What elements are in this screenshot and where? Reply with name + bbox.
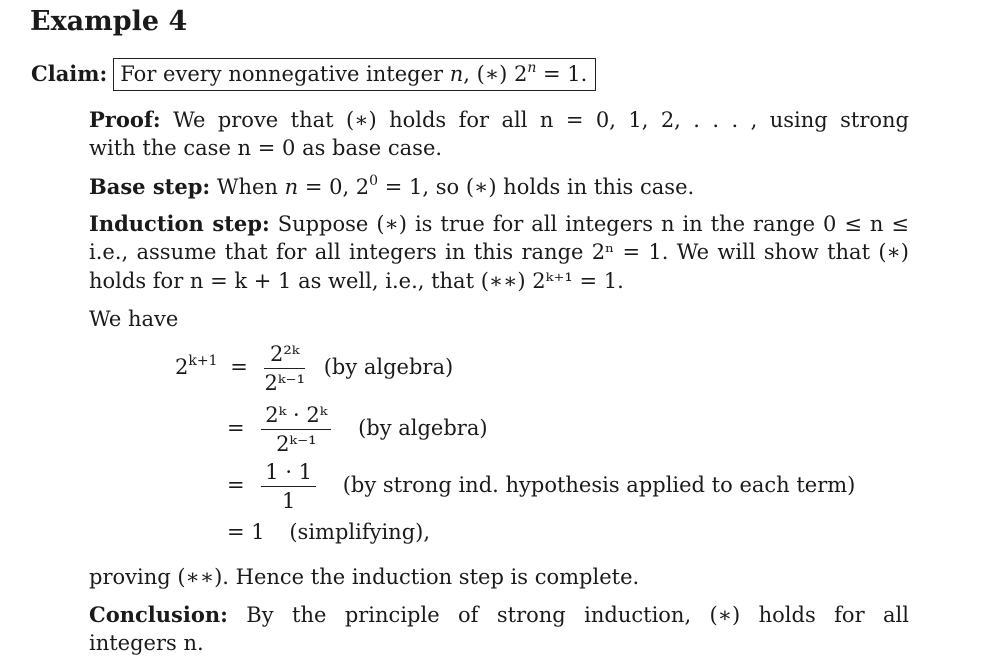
proof-line-2: with the case n = 0 as base case. bbox=[89, 136, 443, 160]
conclusion-line-2: integers n. bbox=[89, 631, 204, 655]
page-title: Example 4 bbox=[30, 6, 188, 37]
reason-2: (by algebra) bbox=[358, 416, 488, 440]
base-step-paragraph: Base step: When n = 0, $2^0 = 1$, so (∗) holds in this case. bbox=[89, 173, 695, 199]
proof-line-1: We prove that (∗) holds for all n = 0, 1, 2, . . . , using strong bbox=[173, 108, 909, 132]
conclusion-paragraph bbox=[89, 600, 909, 658]
claim-label: Claim: bbox=[31, 61, 108, 86]
induction-line-3: holds for n = k + 1 as well, i.e., that (∗∗) 2ᵏ⁺¹ = 1. bbox=[89, 269, 624, 293]
fraction-3: $\frac{1 \cdot 1}{1}$ bbox=[261, 460, 316, 513]
claim-box: For every nonnegative integer n, (∗) $2^n = 1$. bbox=[113, 58, 596, 91]
we-have-text: We have bbox=[89, 307, 179, 331]
derivation-row-3: = $\frac{1 \cdot 1}{1}$ (by strong ind. hypothesis applied to each term) bbox=[227, 460, 856, 513]
proof-label: Proof: bbox=[89, 107, 161, 132]
derivation-lhs: $2^{k+1}$ bbox=[175, 353, 218, 379]
reason-4: (simplifying), bbox=[289, 520, 431, 544]
derivation-row-4: = 1 (simplifying), bbox=[227, 520, 431, 544]
claim bbox=[31, 58, 596, 91]
fraction-1: $\frac{\text{2²ᵏ}}{\text{2ᵏ⁻¹}}$ bbox=[264, 342, 306, 395]
derivation-row-2: = $\frac{\text{2ᵏ · 2ᵏ}}{\text{2ᵏ⁻¹}}$ (by algebra) bbox=[227, 403, 488, 456]
induction-step-label: Induction step: bbox=[89, 211, 270, 236]
induction-line-1: Suppose (∗) is true for all integers n in the range 0 ≤ n ≤ bbox=[277, 212, 909, 236]
induction-line-2: i.e., assume that for all integers in this range 2ⁿ = 1. We will show that (∗) bbox=[89, 240, 909, 264]
fraction-2: $\frac{\text{2ᵏ · 2ᵏ}}{\text{2ᵏ⁻¹}}$ bbox=[261, 403, 331, 456]
conclusion-line-1: By the principle of strong induction, (∗) holds for all bbox=[246, 603, 909, 627]
derivation-row-1: $2^{k+1}$ = $\frac{\text{2²ᵏ}}{\text{2ᵏ⁻¹}}$ (by algebra) bbox=[175, 342, 454, 395]
induction-step-paragraph bbox=[89, 209, 909, 296]
proof-paragraph bbox=[89, 105, 909, 163]
proving-line: proving (∗∗). Hence the induction step is complete. bbox=[89, 565, 640, 589]
conclusion-label: Conclusion: bbox=[89, 602, 228, 627]
reason-3: (by strong ind. hypothesis applied to each term) bbox=[342, 473, 856, 497]
reason-1: (by algebra) bbox=[323, 355, 454, 379]
base-step-label: Base step: bbox=[89, 174, 211, 199]
